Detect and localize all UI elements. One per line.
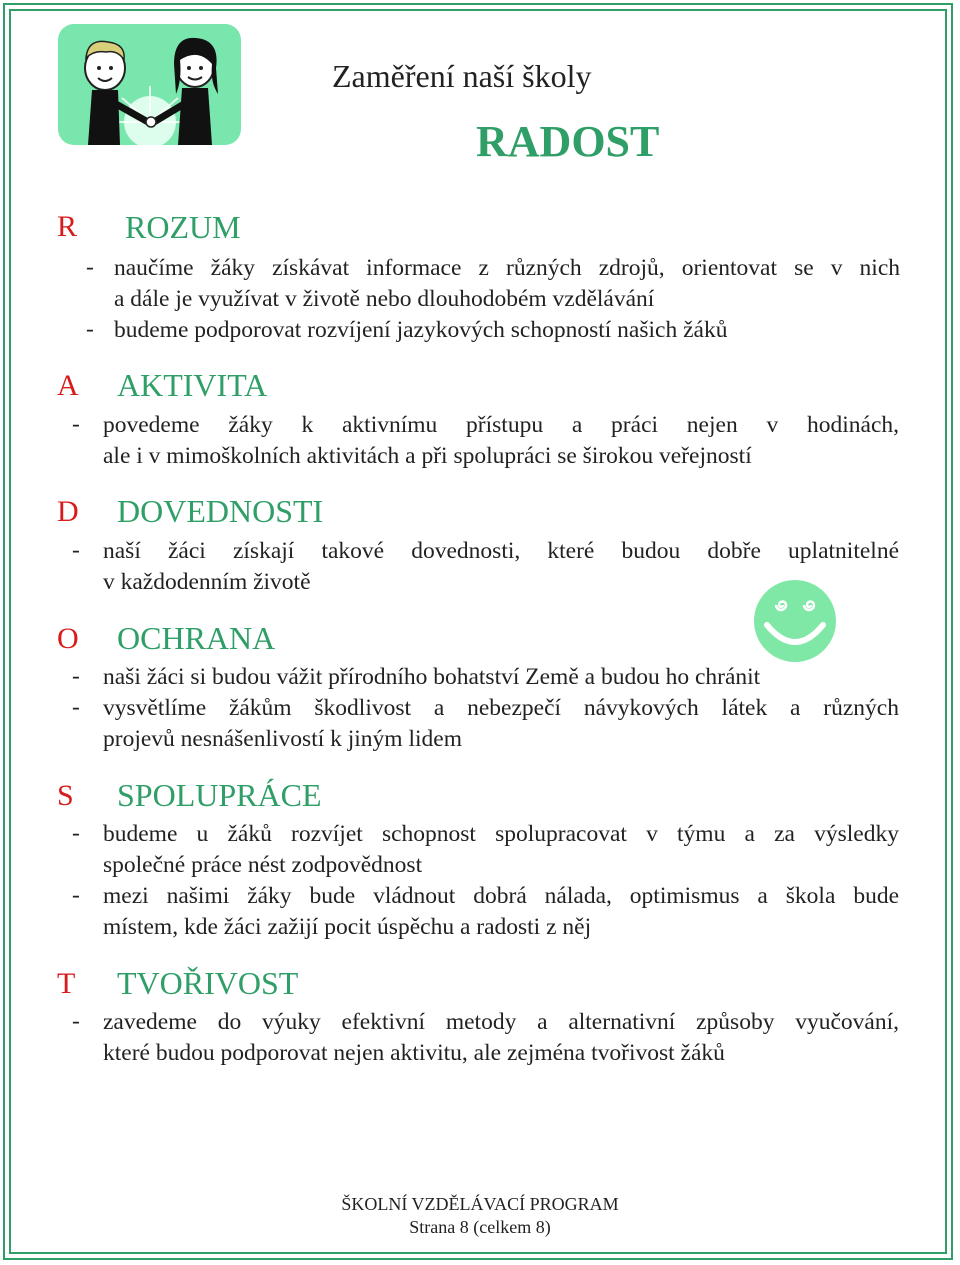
section-letter-s: S xyxy=(57,779,74,812)
main-title: RADOST xyxy=(476,117,660,166)
list-dash: - xyxy=(72,882,80,908)
list-dash: - xyxy=(72,411,80,437)
list-dash: - xyxy=(72,663,80,689)
list-item: mezi našimi žáky bude vládnout dobrá nálada, optimismus a škola bude místem, kde žáci zažijí pocit úspěchu a radosti z něj xyxy=(103,883,899,940)
list-dash: - xyxy=(72,1008,80,1034)
list-dash: - xyxy=(86,254,94,280)
section-title-rozum: ROZUM xyxy=(125,209,241,245)
list-item: naší žáci získají takové dovednosti, které budou dobře uplatnitelné v každodenním životě xyxy=(103,538,899,595)
list-item: zavedeme do výuky efektivní metody a alternativní způsoby vyučování, které budou podporovat nejen aktivitu, ale zejména tvořivost žáků xyxy=(103,1009,899,1066)
school-title: Zaměření naší školy xyxy=(332,58,592,94)
school-logo-image xyxy=(58,24,241,145)
list-item: naučíme žáky získávat informace z různých zdrojů, orientovat se v nich a dále je využívat v životě nebo dlouhodobém vzdělávání xyxy=(114,255,900,312)
section-letter-r: R xyxy=(57,210,78,243)
section-letter-t: T xyxy=(57,967,76,1000)
section-title-dovednosti: DOVEDNOSTI xyxy=(117,493,324,529)
section-letter-a: A xyxy=(57,369,79,402)
footer-page-number: Strana 8 (celkem 8) xyxy=(409,1217,551,1237)
list-dash: - xyxy=(72,694,80,720)
list-item: naši žáci si budou vážit přírodního bohatství Země a budou ho chránit xyxy=(103,664,761,690)
list-item: budeme podporovat rozvíjení jazykových schopností našich žáků xyxy=(114,317,728,343)
section-title-aktivita: AKTIVITA xyxy=(117,367,268,403)
list-dash: - xyxy=(72,537,80,563)
list-item: povedeme žáky k aktivnímu přístupu a práci nejen v hodinách, ale i v mimoškolních aktivitách a při spolupráci se širokou veřejností xyxy=(103,412,899,469)
list-item: budeme u žáků rozvíjet schopnost spolupracovat v týmu a za výsledky společné práce nést zodpovědnost xyxy=(103,821,899,878)
list-dash: - xyxy=(86,316,94,342)
smiley-icon xyxy=(753,579,837,663)
section-title-tvorivost: TVOŘIVOST xyxy=(117,965,299,1001)
footer-program: ŠKOLNÍ VZDĚLÁVACÍ PROGRAM xyxy=(341,1194,619,1214)
section-letter-d: D xyxy=(57,495,79,528)
section-letter-o: O xyxy=(57,622,79,655)
section-title-ochrana: OCHRANA xyxy=(117,620,276,656)
list-item: vysvětlíme žákům škodlivost a nebezpečí návykových látek a různých projevů nesnášenlivostí k jiným lidem xyxy=(103,695,899,752)
section-title-spoluprace: SPOLUPRÁCE xyxy=(117,777,322,813)
list-dash: - xyxy=(72,820,80,846)
